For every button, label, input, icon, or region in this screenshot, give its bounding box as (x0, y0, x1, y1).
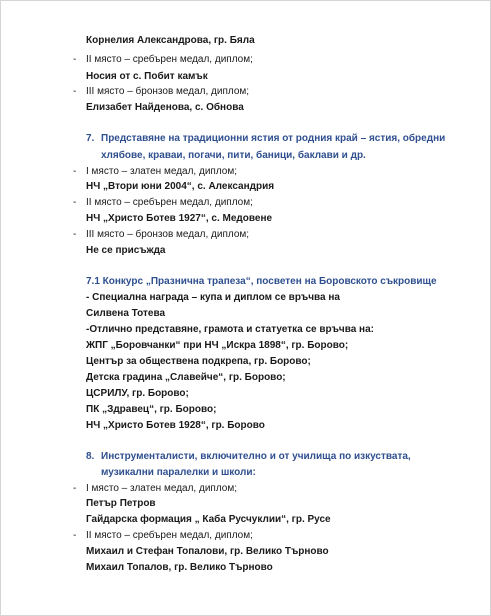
winner-silver-1: Михаил и Стефан Топалови, гр. Велико Търново (86, 546, 329, 557)
place-bronze: III място – бронзов медал, диплом; (86, 86, 250, 97)
bullet: - (73, 483, 77, 494)
list-item: Детска градина „Славейче“, гр. Борово; (86, 372, 286, 383)
winner-silver: НЧ „Христо Ботев 1927“, с. Медовене (86, 213, 273, 224)
winner-gold-1: Петър Петров (86, 498, 156, 509)
list-item: Център за обществена подкрепа, гр. Борово; (86, 356, 311, 367)
section-7-title-line1: Представяне на традиционни ястия от родния край – ястия, обредни (101, 133, 446, 144)
section-8-title-line2: музикални паралелки и школи: (101, 467, 256, 478)
list-item: ЖПГ „Боровчанки“ при НЧ „Искра 1898“, гр. Борово; (86, 340, 349, 351)
section-8-title-line1: Инструменталисти, включително и от училища по изкуствата, (101, 451, 411, 462)
list-item: ПК „Здравец“, гр. Борово; (86, 404, 217, 415)
place-silver: II място – сребърен медал, диплом; (86, 197, 253, 208)
bullet: - (73, 530, 77, 541)
bullet: - (73, 166, 77, 177)
winner-gold-2: Гайдарска формация „ Каба Русчуклии“, гр. Русе (86, 514, 331, 525)
winner-bronze: Не се присъжда (86, 245, 166, 256)
section-7-title-line2: хлябове, краваи, погачи, пити, баници, баклави и др. (101, 150, 366, 161)
place-gold: I място – златен медал, диплом; (86, 166, 237, 177)
bullet: - (73, 54, 77, 65)
special-award-line2: Силвена Тотева (86, 308, 166, 319)
list-item: ЦСРИЛУ, гр. Борово; (86, 388, 189, 399)
place-bronze: III място – бронзов медал, диплом; (86, 229, 250, 240)
bullet: - (73, 229, 77, 240)
bullet: - (73, 197, 77, 208)
section-7-1-title: 7.1 Конкурс „Празнична трапеза“, посветен на Боровското съкровище (86, 276, 437, 287)
excellent-presentation: -Отлично представяне, грамота и статуетка се връчва на: (86, 324, 374, 335)
winner-silver-2: Михаил Топалов, гр. Велико Търново (86, 562, 273, 573)
section-7-number: 7. (86, 133, 95, 144)
winner-bronze: Елизабет Найденова, с. Обнова (86, 102, 244, 113)
list-item: НЧ „Христо Ботев 1928“, гр. Борово (86, 420, 265, 431)
winner-gold: НЧ „Втори юни 2004“, с. Александрия (86, 181, 275, 192)
place-silver: II място – сребърен медал, диплом; (86, 530, 253, 541)
winner-silver: Носия от с. Побит камък (86, 71, 208, 82)
bullet: - (73, 86, 77, 97)
place-silver: II място – сребърен медал, диплом; (86, 54, 253, 65)
winner-gold-section6: Корнелия Александрова, гр. Бяла (86, 35, 255, 46)
special-award-line1: - Специална награда – купа и диплом се връчва на (86, 292, 340, 303)
place-gold: I място – златен медал, диплом; (86, 483, 237, 494)
section-8-number: 8. (86, 451, 95, 462)
